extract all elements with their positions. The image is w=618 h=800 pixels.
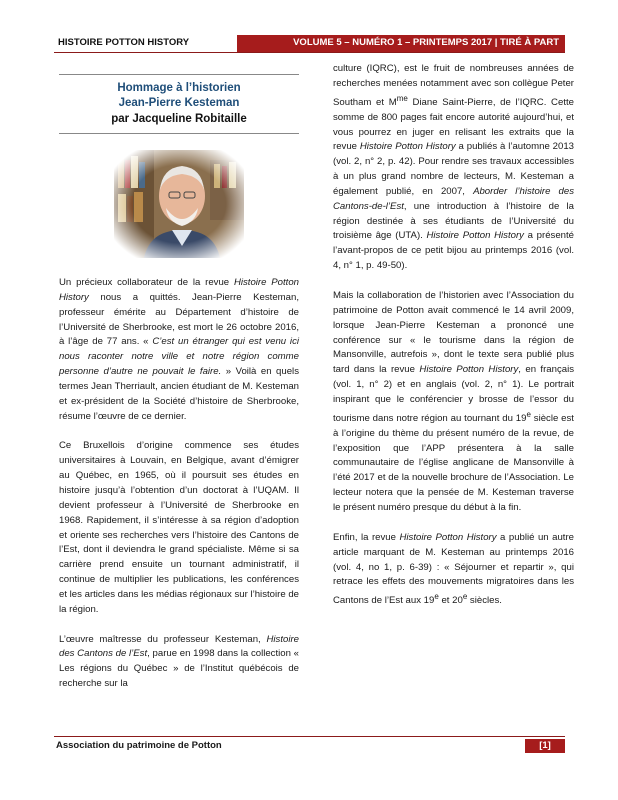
left-column <box>59 74 299 707</box>
article-title-block <box>59 74 299 134</box>
journal-name: HISTOIRE POTTON HISTORY <box>58 37 190 48</box>
issue-banner: VOLUME 5 – NUMÉRO 1 – PRINTEMPS 2017 | TIRÉ À PART <box>237 35 565 52</box>
page-footer <box>54 736 565 752</box>
page-number: [1] <box>525 739 565 753</box>
portrait-photo <box>114 150 244 258</box>
left-paragraph-3: L’œuvre maîtresse du professeur Kesteman, Histoire des Cantons de l’Est, parue en 1998 dans la collection « Les régions du Québec » de l’Institut québécois de recherche sur la <box>59 633 299 690</box>
left-paragraph-2: Ce Bruxellois d’origine commence ses études universitaires à Louvain, en Belgique, avant d’émigrer au Québec, en 1965, où il poursuit ses études en histoire jusqu’à l’obtention d’un doctorat à l’UQAM. Il devient professeur à l’Université de Sherbrooke en 1968. Rapidement, il s’intéresse à sa région d’adoption et oriente ses recherches vers l’histoire des Cantons de l’Est, dont il deviendra le grand spécialiste. Même si sa carrière prend ensuite un tournant administratif, il continue de multiplier les publications, les conférences et les articles dans les médias régionaux sur l’histoire de la région. <box>59 440 299 615</box>
portrait-illustration <box>114 150 244 258</box>
article-title-line-1: Hommage à l’historien <box>117 82 241 94</box>
article-author: par Jacqueline Robitaille <box>111 113 247 125</box>
right-paragraph-2: Mais la collaboration de l’historien avec l’Association du patrimoine de Potton avait commencé le 14 avril 2009, lorsque Jean-Pierre Kesteman a prononcé une conférence sur « le tourisme dans la région de Mansonville, autrefois », dont le texte sera publié plus tard dans la revue Histoire Potton History, en français (vol. 1, n° 2) et en anglais (vol. 2, n° 1). Le portrait inspirant que le conférencier y brosse de l’essor du tourisme dans notre région au tournant du 19e siècle est à l’origine du thème du présent numéro de la revue, de l’exposition que l’APP présentera à la salle communautaire de l’église anglicane de Mansonville à l’été 2017 et de la nouvelle brochure de l’Association. Le lecteur notera que la pensée de M. Kesteman traverse le présent numéro presque du début à la fin. <box>333 290 575 513</box>
left-paragraph-1: Un précieux collaborateur de la revue Histoire Potton History nous a quittés. Jean-Pierre Kesteman, professeur émérite au Département d’histoire de l’Université de Sherbrooke, est mort le 26 octobre 2016, à l’âge de 77 ans. « C’est un étranger qui est venu ici nous raconter notre ville et notre région comme personne d’autre ne pouvait le faire. » Voilà en quels termes Jean Therriault, ancien étudiant de M. Kesteman et ex-président de la Société d’histoire de Sherbrooke, résume l’œuvre de ce dernier. <box>59 277 299 422</box>
article-title-line-2: Jean-Pierre Kesteman <box>118 97 240 109</box>
publisher-name: Association du patrimoine de Potton <box>56 740 222 751</box>
right-paragraph-1: culture (IQRC), est le fruit de nombreuses années de recherches menées notamment avec son collègue Peter Southam et $M^{me}$ Diane Saint-Pierre, de l’IQRC. Cette somme de 800 pages fait encore autorité aujourd’hui, et vous pourrez en juger en relisant les extraits que la revue Histoire Potton History a publiés à l’automne 2013 (vol. 2, n° 2, p. 42). Pour rendre ses travaux accessibles à un plus grand nombre de lecteurs, M. Kesteman a également publié, en 2007, Aborder l’histoire des Cantons-de-l’Est, une introduction à l’histoire de la région destinée à ses étudiants de l’Université du troisième âge (UTA). Histoire Potton History a présenté l’avant-propos de ce petit bijou au printemps 2016 (vol. 4, n° 1, p. 49-50). <box>333 63 574 272</box>
page-header <box>54 33 565 53</box>
right-paragraph-3: Enfin, la revue Histoire Potton History a publié un autre article marquant de M. Kesteman au printemps 2016 (vol. 4, no 1, p. 6-39) : « Séjourner et repartir », qui retrace les effets des mouvements migratoires dans les Cantons de l’Est aux 19e et 20e siècles. <box>333 531 574 607</box>
right-column <box>333 62 574 624</box>
